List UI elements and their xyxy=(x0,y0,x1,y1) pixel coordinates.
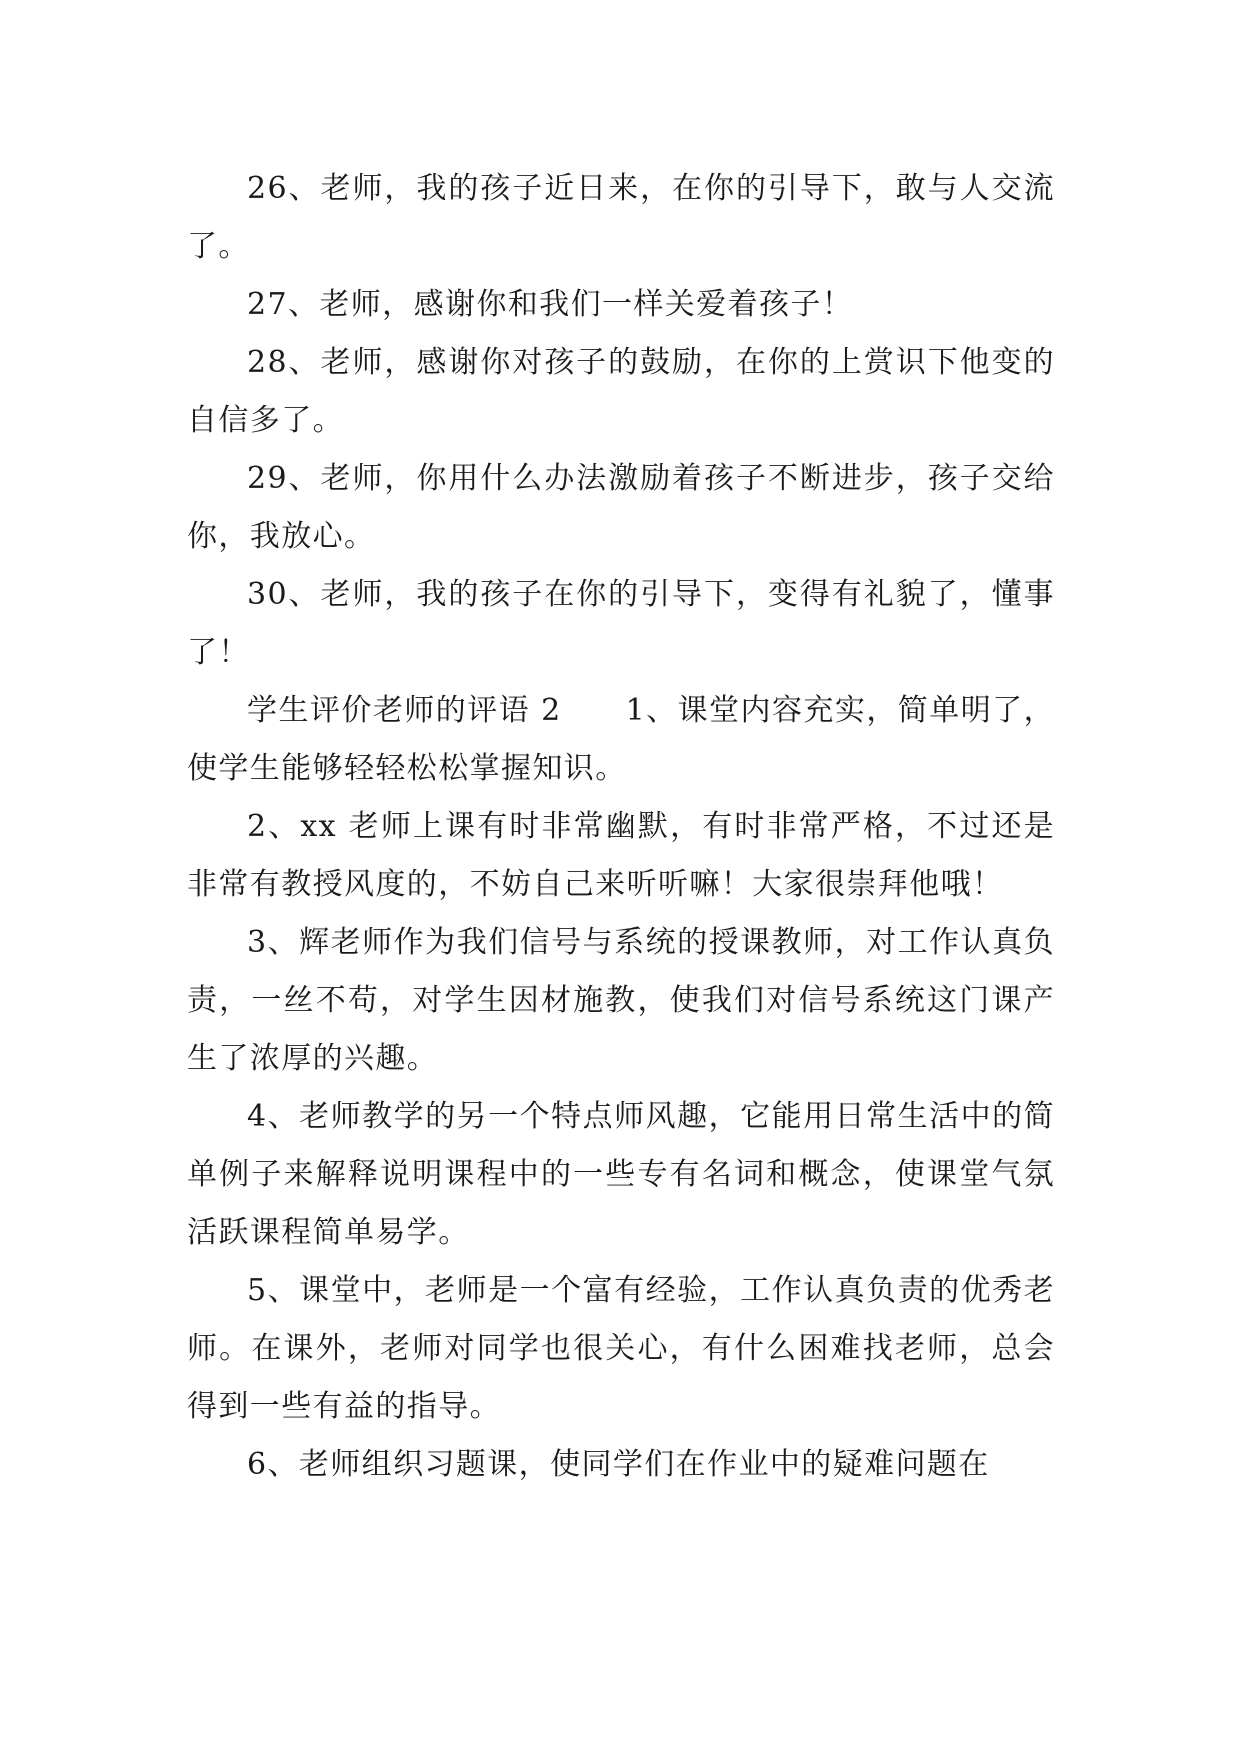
item-5: 5、课堂中，老师是一个富有经验，工作认真负责的优秀老师。在课外，老师对同学也很关心，有什么困难找老师，总会得到一些有益的指导。 xyxy=(187,1273,1055,1424)
paragraph-28: 28、老师，感谢你对孩子的鼓励，在你的上赏识下他变的自信多了。 xyxy=(187,345,1055,438)
item-6: 6、老师组织习题课，使同学们在作业中的疑难问题在 xyxy=(247,1447,990,1482)
section-item-1: 1、课堂内容充实，简单明了，使学生能够轻轻松松掌握知识。 xyxy=(187,693,1056,786)
paragraph-29: 29、老师，你用什么办法激励着孩子不断进步，孩子交给你，我放心。 xyxy=(187,461,1055,554)
paragraph-30: 30、老师，我的孩子在你的引导下，变得有礼貌了，懂事了！ xyxy=(187,577,1055,670)
section-paragraph xyxy=(187,682,1055,798)
item-4: 4、老师教学的另一个特点师风趣，它能用日常生活中的简单例子来解释说明课程中的一些专有名词和概念，使课堂气氛活跃课程简单易学。 xyxy=(187,1099,1055,1250)
paragraph-26: 26、老师，我的孩子近日来，在你的引导下，敢与人交流了。 xyxy=(187,171,1055,264)
item-3: 3、辉老师作为我们信号与系统的授课教师，对工作认真负责，一丝不苟，对学生因材施教，使我们对信号系统这门课产生了浓厚的兴趣。 xyxy=(187,925,1055,1076)
paragraph-27: 27、老师，感谢你和我们一样关爱着孩子！ xyxy=(247,287,854,322)
document-body xyxy=(187,160,1055,1494)
item-2: 2、xx 老师上课有时非常幽默，有时非常严格，不过还是非常有教授风度的，不妨自己来听听嘛！大家很崇拜他哦！ xyxy=(187,809,1055,902)
section-heading: 学生评价老师的评语 2 xyxy=(247,693,562,728)
